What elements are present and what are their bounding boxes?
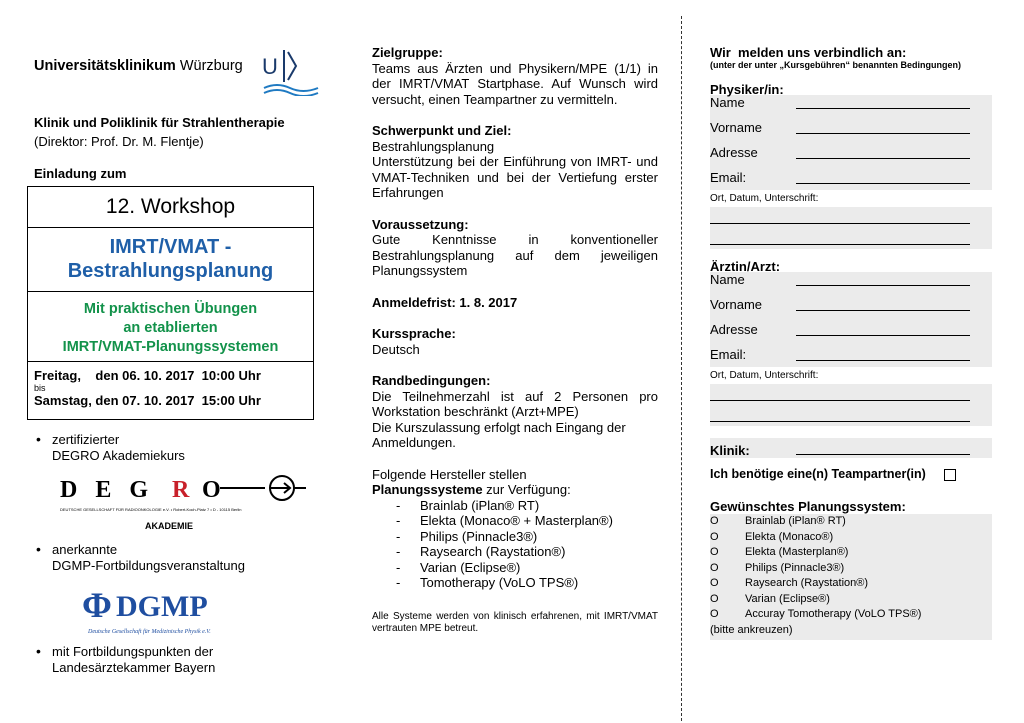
dates xyxy=(28,362,313,408)
system-item: - Raysearch (Raystation®) xyxy=(396,544,658,560)
option-circle[interactable]: O xyxy=(710,546,719,558)
email-line[interactable] xyxy=(796,359,970,361)
vendors-intro: Folgende Hersteller stellen xyxy=(372,466,527,482)
workshop-topic xyxy=(28,228,313,292)
bullet-item xyxy=(32,432,322,464)
email-field[interactable] xyxy=(710,340,992,365)
conditions-text-2: Die Kurszulassung erfolgt nach Eingang der Anmeldungen. xyxy=(372,419,626,450)
physicist-heading: Physiker/in: xyxy=(710,82,784,97)
system-option[interactable] xyxy=(710,514,992,530)
target-text: Teams aus Ärzten und Physikern/MPE (1/1) in der IMRT/VMAT Startphase. Auf Wunsch wird versucht, einen Teampartner zu vermitteln. xyxy=(372,60,658,107)
language-text: Deutsch xyxy=(372,341,420,357)
vorname-line[interactable] xyxy=(796,132,970,134)
bullet-item xyxy=(32,644,322,676)
name-line[interactable] xyxy=(796,107,970,109)
clinic-label: Klinik: xyxy=(710,443,750,458)
signature-area[interactable] xyxy=(710,384,992,426)
cert-line: • anerkannte xyxy=(52,542,118,557)
system-option[interactable] xyxy=(710,592,992,608)
topic-line-2: Bestrahlungsplanung xyxy=(67,260,274,282)
partner-checkbox[interactable] xyxy=(944,469,956,481)
course-info xyxy=(372,45,658,635)
cert-degro xyxy=(32,432,322,464)
system-option[interactable] xyxy=(710,607,992,623)
fold-divider xyxy=(681,16,682,721)
adresse-field[interactable] xyxy=(710,138,992,163)
adresse-label: Adresse xyxy=(710,322,758,337)
svg-text:Φ: Φ xyxy=(82,585,112,625)
vorname-field[interactable] xyxy=(710,290,992,315)
signature-line[interactable] xyxy=(710,386,970,401)
option-circle[interactable]: O xyxy=(710,577,719,589)
option-label: Philips (Pinnacle3®) xyxy=(745,561,845,574)
focus-heading: Schwerpunkt und Ziel: xyxy=(372,123,512,138)
vorname-line[interactable] xyxy=(796,309,970,311)
signature-line[interactable] xyxy=(710,401,970,422)
practice-line-1: Mit praktischen Übungen xyxy=(83,301,258,317)
name-field[interactable] xyxy=(710,272,992,290)
practice-info xyxy=(28,292,313,362)
system-list xyxy=(396,498,658,591)
clinic-name: Klinik und Poliklinik für Strahlentherapie xyxy=(34,115,285,130)
dgmp-small-text: Deutsche Gesellschaft für Medizinische Physik e.V. xyxy=(88,629,211,635)
workshop-box xyxy=(27,186,314,420)
adresse-line[interactable] xyxy=(796,157,970,159)
svg-text:U: U xyxy=(262,54,278,79)
signature-area[interactable] xyxy=(710,207,992,249)
topic-line-1: IMRT/VMAT - xyxy=(109,236,232,258)
practice-line-2: an etablierten xyxy=(123,320,218,336)
director: (Direktor: Prof. Dr. M. Flentje) xyxy=(34,134,204,149)
deadline: Anmeldefrist: 1. 8. 2017 xyxy=(372,294,518,310)
signature-line[interactable] xyxy=(710,224,970,245)
doctor-fields xyxy=(710,272,992,367)
partner-label: Ich benötige eine(n) Teampartner(in) xyxy=(710,467,926,481)
degro-logo xyxy=(60,475,310,535)
system-item: - Brainlab (iPlan® RT) xyxy=(396,498,658,514)
option-circle[interactable]: O xyxy=(710,530,719,543)
system-item: - Philips (Pinnacle3®) xyxy=(396,529,658,545)
option-circle[interactable]: O xyxy=(710,515,719,527)
language-heading: Kurssprache: xyxy=(372,326,456,341)
practice-line-3: IMRT/VMAT-Planungssystemen xyxy=(62,339,279,355)
form-subtitle: (unter der unter „Kursgebühren“ benannten Bedingungen) xyxy=(710,60,962,70)
option-label: Brainlab (iPlan® RT) xyxy=(745,515,846,527)
email-label: Email: xyxy=(710,347,747,362)
system-option[interactable] xyxy=(710,561,992,577)
clinic-field[interactable] xyxy=(710,438,992,458)
doctor-heading: Ärztin/Arzt: xyxy=(710,259,781,274)
requirement-text: Gute Kenntnisse in konventioneller Bestrahlungsplanung auf dem jeweiligen Planungssystem xyxy=(372,232,658,278)
requirement-heading: Voraussetzung: xyxy=(372,216,469,232)
option-label: Accuray Tomotherapy (VoLO TPS®) xyxy=(745,608,922,620)
system-options xyxy=(710,514,992,640)
name-field[interactable] xyxy=(710,95,992,113)
system-option[interactable] xyxy=(710,530,992,546)
support-note: Alle Systeme werden von klinisch erfahrenen, mit IMRT/VMAT vertrauten MPE betreut. xyxy=(372,610,658,634)
email-label: Email: xyxy=(710,170,747,185)
workshop-title: 12. Workshop xyxy=(28,187,313,228)
end-date: Samstag, den 07. 10. 2017 15:00 Uhr xyxy=(34,393,261,408)
conditions-text-1: Die Teilnehmerzahl ist auf 2 Personen pro Workstation beschränkt (Arzt+MPE) xyxy=(372,388,658,419)
clinic-line[interactable] xyxy=(796,454,970,455)
email-line[interactable] xyxy=(796,182,970,184)
option-circle[interactable]: O xyxy=(710,561,719,574)
invitation-label: Einladung zum xyxy=(34,166,127,181)
email-field[interactable] xyxy=(710,163,992,188)
cert-line: • mit Fortbildungspunkten der xyxy=(52,644,214,659)
conditions-heading: Randbedingungen: xyxy=(372,373,491,388)
vorname-label: Vorname xyxy=(710,297,763,312)
cert-line: DEGRO Akademiekurs xyxy=(52,448,185,463)
svg-text:R: R xyxy=(172,477,190,503)
signature-label: Ort, Datum, Unterschrift: xyxy=(710,370,819,381)
cert-dgmp xyxy=(32,542,322,574)
bis-label: bis xyxy=(34,383,46,393)
system-item: - Tomotherapy (VoLO TPS®) xyxy=(396,575,658,591)
university-name-city: Würzburg xyxy=(175,58,243,74)
vorname-label: Vorname xyxy=(710,120,763,135)
option-label: Elekta (Masterplan®) xyxy=(745,546,849,558)
university-name xyxy=(34,58,243,74)
select-hint: (bitte ankreuzen) xyxy=(710,623,793,636)
adresse-label: Adresse xyxy=(710,145,758,160)
partner-request xyxy=(710,467,992,481)
system-option[interactable] xyxy=(710,576,992,592)
option-label: Raysearch (Raystation®) xyxy=(745,577,869,589)
svg-text:DEG: DEG xyxy=(60,477,167,503)
ukw-logo xyxy=(262,46,322,96)
system-heading: Gewünschtes Planungssystem: xyxy=(710,499,906,514)
cert-line: Landesärztekammer Bayern xyxy=(52,660,216,675)
signature-line[interactable] xyxy=(710,209,970,224)
adresse-line[interactable] xyxy=(796,334,970,336)
name-label: Name xyxy=(710,272,745,287)
cert-lak xyxy=(32,644,322,676)
bullet-item xyxy=(32,542,322,574)
vendors-bold: Planungssysteme xyxy=(372,482,483,497)
svg-text:O: O xyxy=(202,477,221,503)
focus-text-2: Unterstützung bei der Einführung von IMRT- und VMAT-Techniken und bei der Vertiefung erster Erfahrungen xyxy=(372,154,658,200)
degro-small-text: DEUTSCHE GESELLSCHAFT FÜR RADIOONKOLOGIE e.V. • Robert-Koch-Platz 7 • D - 10115 Berlin xyxy=(60,507,242,512)
option-label: Elekta (Monaco®) xyxy=(745,530,834,543)
registration-form xyxy=(710,45,992,640)
option-label: Varian (Eclipse®) xyxy=(745,592,830,605)
form-title: Wir melden uns verbindlich an: xyxy=(710,45,907,60)
system-option[interactable] xyxy=(710,545,992,561)
vendors-rest: zur Verfügung: xyxy=(482,482,571,497)
start-date: Freitag, den 06. 10. 2017 10:00 Uhr xyxy=(34,368,261,383)
adresse-field[interactable] xyxy=(710,315,992,340)
university-name-bold: Universitätsklinikum xyxy=(34,58,176,74)
focus-text-1: Bestrahlungsplanung xyxy=(372,138,495,154)
vendors-line xyxy=(372,482,658,498)
system-item: - Elekta (Monaco® + Masterplan®) xyxy=(396,513,658,529)
name-line[interactable] xyxy=(796,284,970,286)
target-heading: Zielgruppe: xyxy=(372,45,443,60)
cert-line: • zertifizierter xyxy=(52,432,120,447)
option-circle[interactable]: O xyxy=(710,592,719,605)
option-circle[interactable]: O xyxy=(710,608,719,620)
physicist-fields xyxy=(710,95,992,190)
cert-line: DGMP-Fortbildungsveranstaltung xyxy=(52,558,245,573)
name-label: Name xyxy=(710,95,745,110)
dgmp-letters: DGMP xyxy=(116,590,208,623)
system-item: - Varian (Eclipse®) xyxy=(396,560,658,576)
vorname-field[interactable] xyxy=(710,113,992,138)
degro-akademie: AKADEMIE xyxy=(145,521,194,531)
dgmp-logo xyxy=(80,585,280,640)
signature-label: Ort, Datum, Unterschrift: xyxy=(710,193,819,204)
